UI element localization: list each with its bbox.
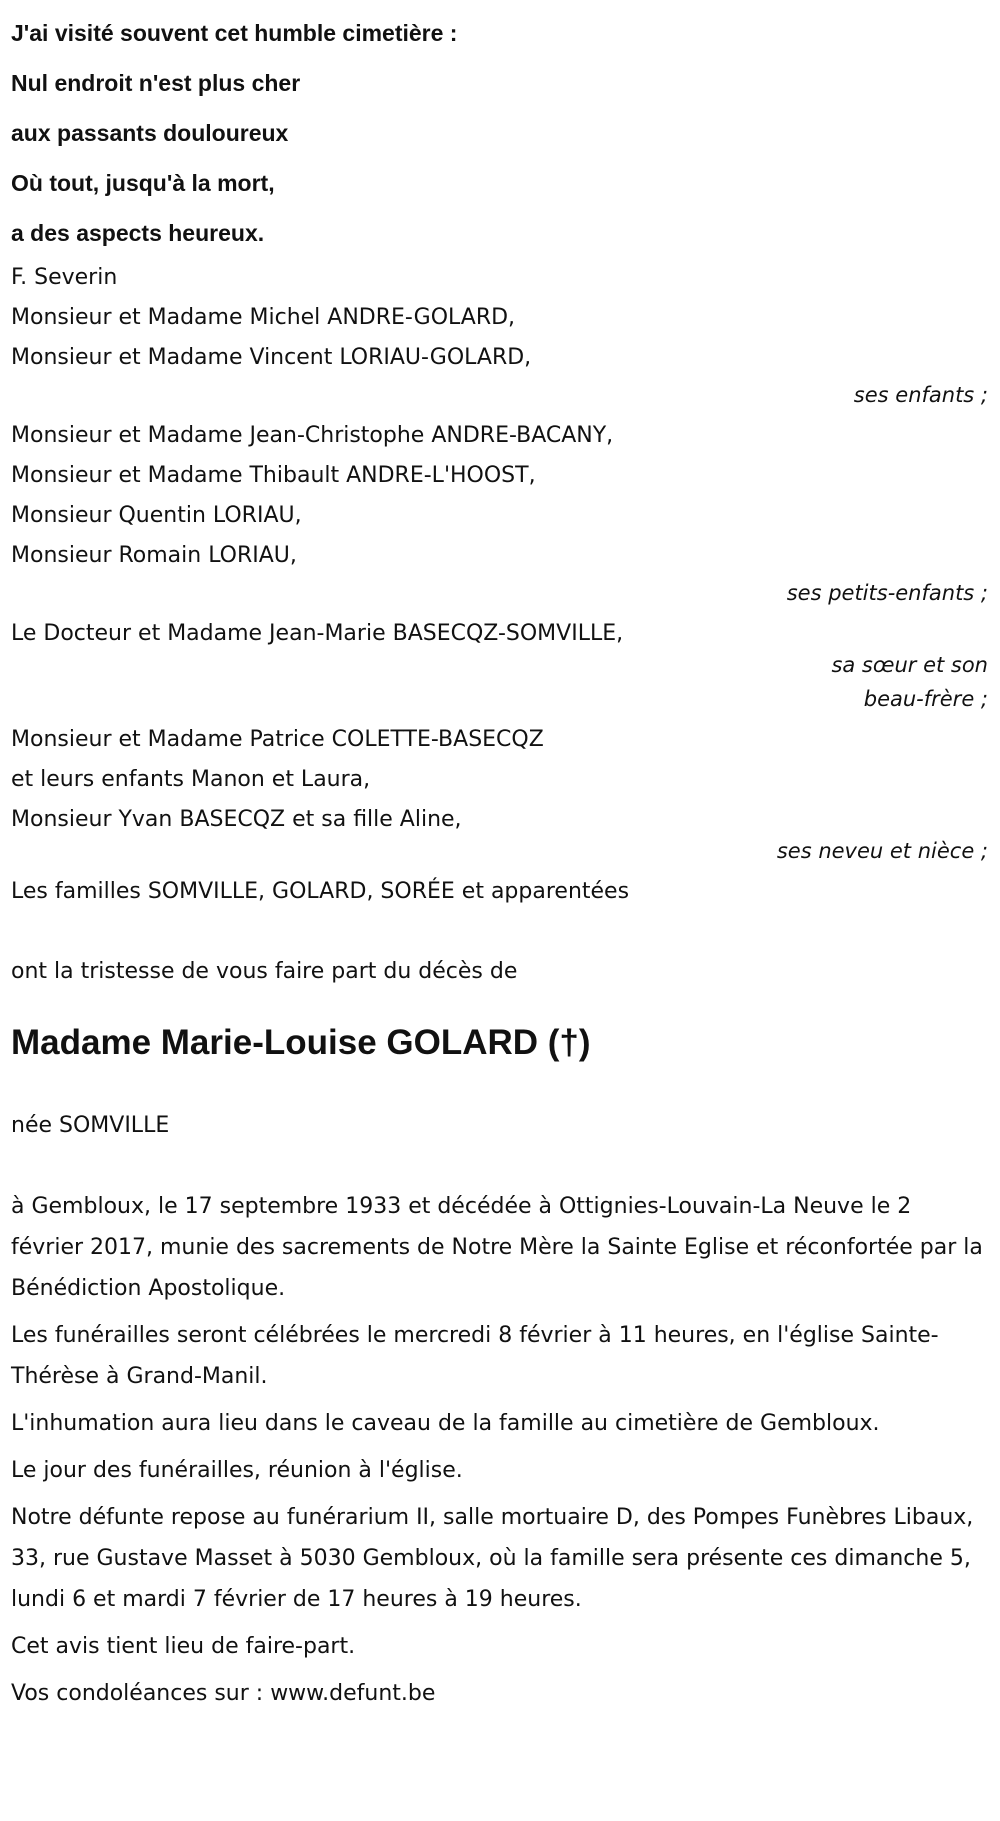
family-member: Monsieur Romain LORIAU,: [11, 543, 297, 568]
announcement: ont la tristesse de vous faire part du décès de: [11, 959, 518, 984]
family-member: Monsieur et Madame Jean-Christophe ANDRE-BACANY,: [11, 423, 614, 448]
detail-paragraph: Les funérailles seront célébrées le mercredi 8 février à 11 heures, en l'église Sainte-Thérèse à Grand-Manil.: [11, 1323, 939, 1389]
families: Les familles SOMVILLE, GOLARD, SORÉE et apparentées: [11, 879, 630, 904]
family-list: [11, 298, 990, 912]
detail-paragraph: Le jour des funérailles, réunion à l'église.: [11, 1458, 463, 1483]
relation-label: ses enfants ;: [853, 383, 988, 407]
detail-paragraph: à Gembloux, le 17 septembre 1933 et décédée à Ottignies-Louvain-La Neuve le 2 février 2017, munie des sacrements de Notre Mère la Sainte Eglise et réconfortée par la Bénédiction Apostolique.: [11, 1194, 983, 1301]
deceased-name: Madame Marie-Louise GOLARD (†): [11, 1023, 591, 1062]
poem: [11, 8, 990, 258]
detail-paragraph: Notre défunte repose au funérarium II, salle mortuaire D, des Pompes Funèbres Libaux, 33, rue Gustave Masset à 5030 Gembloux, où la famille sera présente ces dimanche 5, lundi 6 et mardi 7 février de 17 heures à 19 heures.: [11, 1505, 974, 1612]
condolences-link[interactable]: Vos condoléances sur : www.defunt.be: [11, 1681, 436, 1706]
poem-line: J'ai visité souvent cet humble cimetière :: [11, 20, 458, 46]
family-member: Monsieur Quentin LORIAU,: [11, 503, 302, 528]
family-member: et leurs enfants Manon et Laura,: [11, 767, 371, 792]
poem-line: Où tout, jusqu'à la mort,: [11, 170, 275, 196]
poem-line: a des aspects heureux.: [11, 220, 265, 246]
family-member: Monsieur et Madame Thibault ANDRE-L'HOOST,: [11, 463, 536, 488]
relation-label: ses neveu et nièce ;: [776, 839, 988, 863]
family-member: Monsieur et Madame Michel ANDRE-GOLARD,: [11, 305, 516, 330]
maiden-name: née SOMVILLE: [11, 1113, 170, 1138]
relation-label: ses petits-enfants ;: [786, 581, 988, 605]
family-member: Monsieur Yvan BASECQZ et sa fille Aline,: [11, 807, 462, 832]
detail-paragraph: L'inhumation aura lieu dans le caveau de la famille au cimetière de Gembloux.: [11, 1411, 880, 1436]
relation-label: sa sœur et son: [831, 653, 988, 677]
family-member: Monsieur et Madame Vincent LORIAU-GOLARD,: [11, 345, 532, 370]
poem-line: aux passants douloureux: [11, 120, 289, 146]
details: [11, 1186, 990, 1714]
relation-label: beau-frère ;: [863, 687, 988, 711]
family-member: Monsieur et Madame Patrice COLETTE-BASECQZ: [11, 727, 544, 752]
poem-author: F. Severin: [11, 265, 118, 290]
family-member: Le Docteur et Madame Jean-Marie BASECQZ-SOMVILLE,: [11, 621, 624, 646]
poem-line: Nul endroit n'est plus cher: [11, 70, 301, 96]
detail-paragraph: Cet avis tient lieu de faire-part.: [11, 1634, 356, 1659]
